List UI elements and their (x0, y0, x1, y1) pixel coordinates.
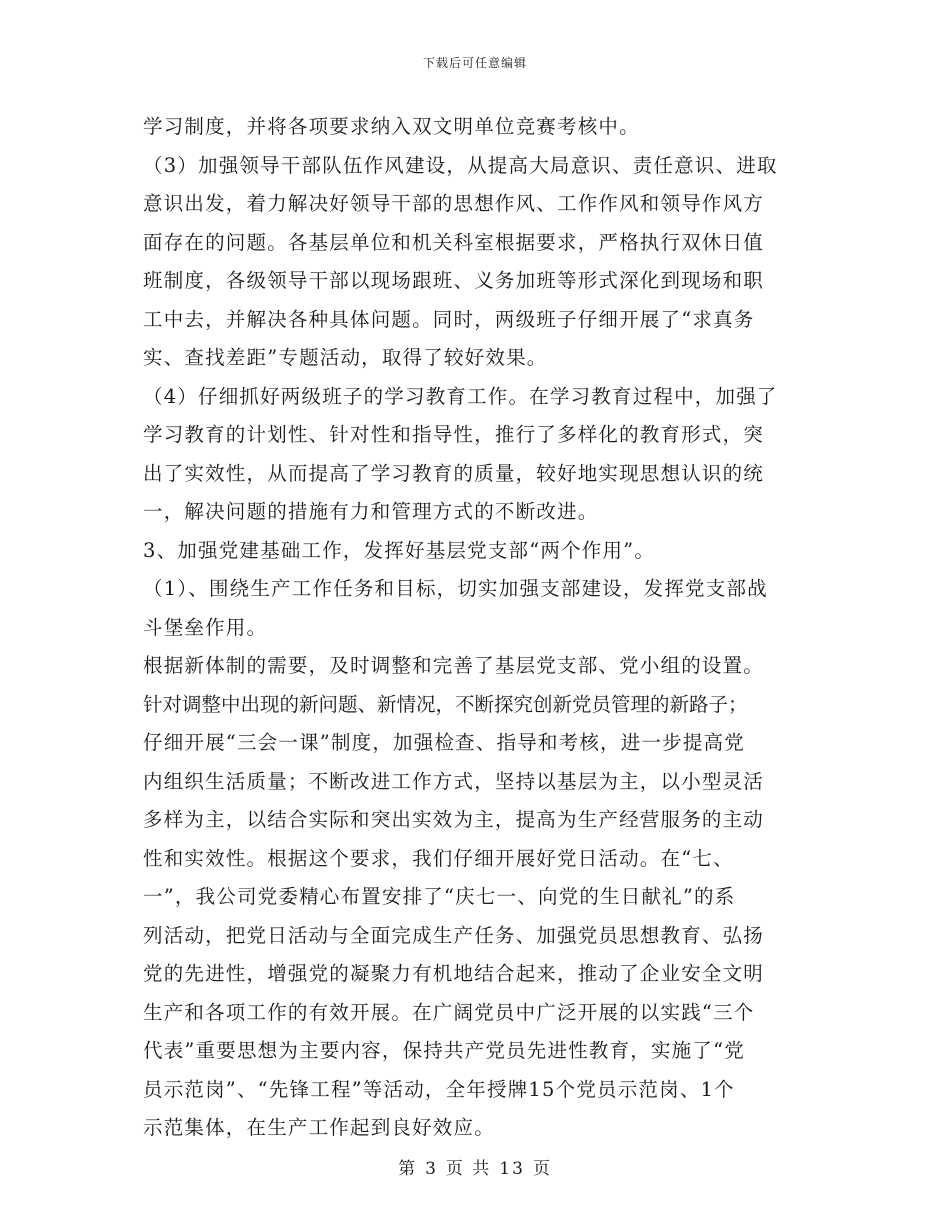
page-header-note: 下载后可任意编辑 (422, 56, 527, 70)
page-label-mid: 页 共 (445, 1159, 492, 1179)
paragraph-line: 根据新体制的需要，及时调整和完善了基层党支部、党小组的设置。 (143, 654, 765, 677)
paragraph-line: （1）、围绕生产工作任务和目标，切实加强支部建设，发挥党支部战 (143, 577, 768, 600)
current-page-number: 3 (425, 1159, 438, 1179)
paragraph-line: 员示范岗”、“先锋工程”等活动，全年授牌15个党员示范岗、1个 (143, 1077, 735, 1101)
paragraph-line: 意识出发，着力解决好领导干部的思想作风、工作作风和领导作风方 (143, 192, 765, 215)
paragraph-line: 学习制度，并将各项要求纳入双文明单位竞赛考核中。 (143, 115, 640, 138)
page-label-prefix: 第 (398, 1159, 418, 1179)
paragraph-line: 出了实效性，从而提高了学习教育的质量，较好地实现思想认识的统 (143, 461, 765, 485)
paragraph-line: 多样为主，以结合实际和突出实效为主，提高为生产经营服务的主动 (143, 808, 765, 831)
paragraph-line: 列活动，把党日活动与全面完成生产任务、加强党员思想教育、弘扬 (143, 923, 765, 947)
paragraph-line: 生产和各项工作的有效开展。在广阔党员中广泛开展的以实践“三个 (143, 1000, 755, 1024)
paragraph-line: （3）加强领导干部队伍作风建设，从提高大局意识、责任意识、进取 (143, 153, 778, 177)
section-heading: 3、加强党建基础工作，发挥好基层党支部“两个作用”。 (143, 538, 656, 562)
paragraph-line: 实、查找差距”专题活动，取得了较好效果。 (143, 346, 548, 369)
paragraph-line: 学习教育的计划性、针对性和指导性，推行了多样化的教育形式，突 (143, 423, 765, 446)
paragraph-line: 班制度，各级领导干部以现场跟班、义务加班等形式深化到现场和职 (143, 269, 765, 292)
paragraph-line: （4）仔细抓好两级班子的学习教育工作。在学习教育过程中，加强了 (143, 384, 778, 408)
paragraph-line: 仔细开展“三会一课”制度，加强检查、指导和考核，进一步提高党 (143, 731, 745, 754)
paragraph-line: 斗堡垒作用。 (143, 615, 268, 639)
paragraph-line: 一，解决问题的措施有力和管理方式的不断改进。 (143, 500, 599, 523)
paragraph-line: 面存在的问题。各基层单位和机关科室根据要求，严格执行双休日值 (143, 230, 765, 254)
paragraph-line: 性和实效性。根据这个要求，我们仔细开展好党日活动。在“七、 (143, 846, 734, 870)
total-pages-number: 13 (499, 1159, 525, 1179)
paragraph-line: 代表”重要思想为主要内容，保持共产党员先进性教育，实施了“党 (143, 1039, 745, 1062)
paragraph-line: 一”，我公司党委精心布置安排了“庆七一、向党的生日献礼”的系 (143, 885, 736, 908)
paragraph-line: 内组织生活质量；不断改进工作方式，坚持以基层为主，以小型灵活 (143, 769, 765, 793)
page-number-footer (0, 1154, 950, 1179)
page-label-suffix: 页 (532, 1159, 552, 1179)
paragraph-line: 针对调整中出现的新问题、新情况，不断探究创新党员管理的新路子； (143, 692, 748, 716)
paragraph-line: 示范集体，在生产工作起到良好效应。 (143, 1116, 495, 1139)
paragraph-line: 工中去，并解决各种具体问题。同时，两级班子仔细开展了“求真务 (143, 307, 755, 331)
paragraph-line: 党的先进性，增强党的凝聚力有机地结合起来，推动了企业安全文明 (143, 962, 765, 985)
document-body (143, 108, 803, 1148)
